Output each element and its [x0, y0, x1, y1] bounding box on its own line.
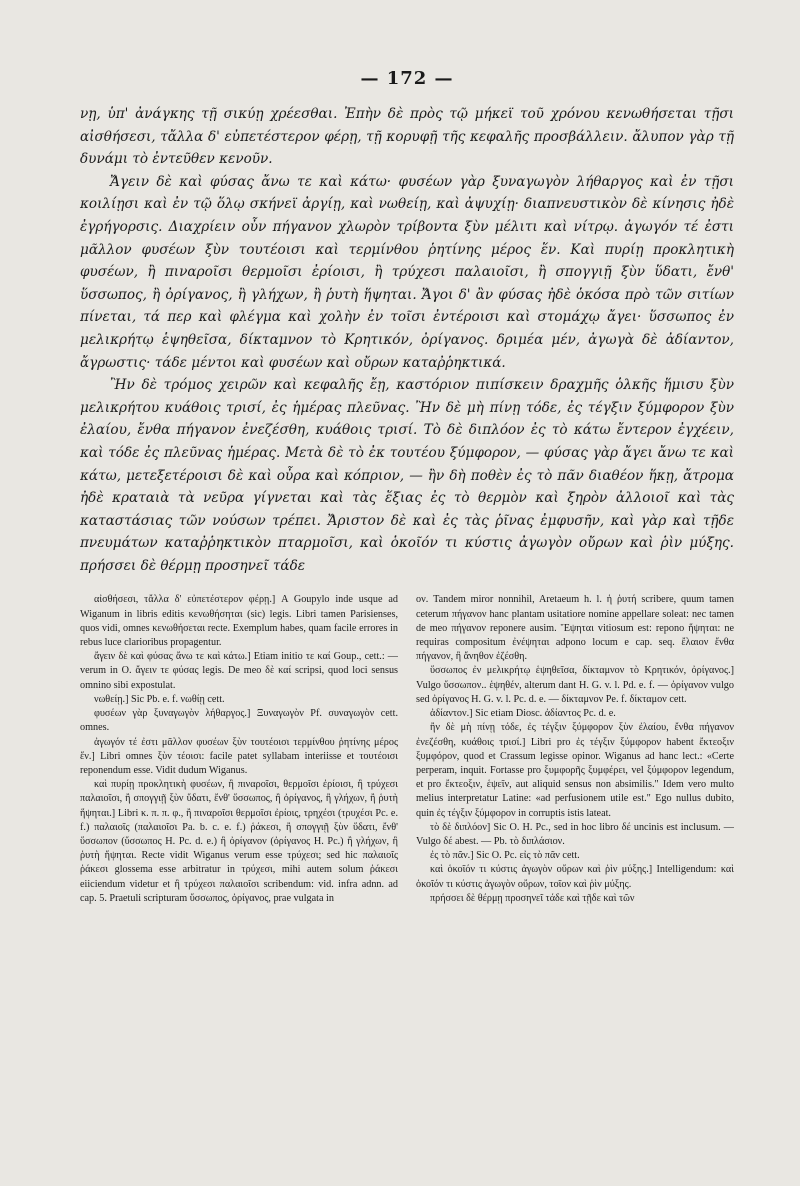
- footnote: ἄγειν δὲ καὶ φύσας ἄνω τε καὶ κάτω.] Etiam initio τε καί Goup., cett.: — verum in O. ἄγειν τε φύσας legis. De meo δὲ καί scripsi, quod loci sensus omnino sibi expostulat.: [80, 651, 398, 691]
- footnote: ἀγωγόν τέ ἐστι μᾶλλον φυσέων ξὺν τουτέοισι τερμίνθου ῥητίνης μέρος ἕν.] Libri omnes ξὺν τέοισι: facile patet syllabam interiisse et τουτέοισι reponendum esse. Vidit dudum Wiganus.: [80, 736, 398, 776]
- footnote: τὸ δὲ διπλόον] Sic O. H. Pc., sed in hoc libro δέ uncinis est inclusum. — Vulgo δέ abest. — Pb. τὸ διπλάσιον.: [416, 821, 734, 847]
- footnote: πρήσσει δὲ θέρμῃ προσηνεῖ τάδε καὶ τῇδε καὶ τῶν: [430, 892, 635, 904]
- footnote: ἐς τὸ πᾶν.] Sic O. Pc. εἰς τὸ πᾶν cett.: [430, 850, 580, 862]
- main-paragraph: νῃ, ὑπ' ἀνάγκης τῇ σικύῃ χρέεσθαι. Ἐπὴν δὲ πρὸς τῷ μήκεϊ τοῦ χρόνου κενωθήσεται τῇσι αἰσθήσεσι, τἄλλα δ' εὐπετέστερον φέρῃ, τῇ κορυφῇ τῆς κεφαλῆς προσβάλλειν. ἄλυπον γὰρ τῇ δυνάμι τὸ ἐντεῦθεν κενοῦν.: [80, 106, 734, 168]
- footnote: αἰσθήσεσι, τἄλλα δ' εὐπετέστερον φέρῃ.] A Goupylo inde usque ad Wiganum in libris editis κενωθήσηται (sic) legis. Libri tamen Parisienses, quos vidi, omnes κενωθήσεται recte. Exemplum habes, quam facile errores in rebus luce clarioribus propagentur.: [80, 594, 398, 649]
- footnote: ἀδίαντον.] Sic etiam Diosc. ἀδίαντος Pc. d. e.: [430, 708, 616, 720]
- footnotes-right-column: [416, 593, 734, 905]
- footnote: φυσέων γὰρ ξυναγωγὸν λήθαργος.] Ξυναγωγὸν Pf. συναγωγὸν cett. omnes.: [80, 708, 398, 734]
- footnotes-left-column: [80, 593, 398, 905]
- footnote: ον. Tandem miror nonnihil, Aretaeum h. l. ἡ ῥυτή scribere, quum tamen ceterum πήγανον hanc plantam usitatiore nomine appellare soleat: nec tamen de meo πήγανον reponere ausim. Ἕψηται vitiosum est: repono ἥψηται: ne requiras compositum ἐνέψηται adpono locum e cap. seq. ἔλαιον ἔνθα πήγανον, ἢ ἄνηθον ἐζέσθη.: [416, 594, 734, 663]
- footnote: ὕσσωπος ἐν μελικρήτῳ ἑψηθεῖσα, δίκταμνον τὸ Κρητικόν, ὀρίγανος.] Vulgo ὕσσωπον.. ἑψηθέν, alterum dant H. G. v. l. Pd. e. f. — ὀρίγανον vulgo sed ὀρίγανος H. G. v. l. Pc. d. e. — δίκταμνον Pe. f. δίκταμον cett.: [416, 665, 734, 705]
- footnote: ἢν δὲ μὴ πίνῃ τόδε, ἐς τέγξιν ξύμφορον ξὺν ἐλαίου, ἔνθα πήγανον ἐνεζέσθη, κυάθοις τρισί.] Libri pro ἐς τέγξιν ξύμφορον habent ἔκτεοξιν ξυμφόρον, quod et Crassum legisse opinor. Wiganus ad hanc lect.: «Certe perperam, inquit. Fortasse pro ξυμφορῆς ξυμφέρει, vel ξύμφορον legendum, et pro ἔκτεοξιν, ἑψεῖν, aut aliquid sensus non absimilis." Idem vero multo melius interpretatur Latine: «ad perfusionem utile est." Ego nullus dubito, quin ἐς τέγξιν ξύμφορον in corruptis istis lateat.: [416, 722, 734, 819]
- main-paragraph: Ἢν δὲ τρόμος χειρῶν καὶ κεφαλῆς ἔῃ, καστόριον πιπίσκειν δραχμῆς ὁλκῆς ἥμισυ ξὺν μελικρήτου κυάθοις τρισί, ἐς ἡμέρας πλεῦνας. Ἢν δὲ μὴ πίνῃ τόδε, ἐς τέγξιν ξύμφορον ξὺν ἐλαίου, ἔνθα πήγανον ἐνεζέσθη, κυάθοις τρισί. Τὸ δὲ διπλόον ἐς τὸ κάτω ἔντερον ἐγχέειν, καὶ τόδε ἐς πλεῦνας ἡμέρας. Μετὰ δὲ τὸ ἐκ τουτέου ξύμφορον, — φύσας γὰρ ἄγει ἄνω τε καὶ κάτω, μετεξετέροισι δὲ καὶ οὖρα καὶ κόπριον, — ἢν δὴ ποθὲν ἐς τὸ πᾶν διαθέον ἥκῃ, ἄτρομα ἠδὲ κραταιὰ τὰ νεῦρα γίγνεται καὶ τὰς ἕξιας ἐς τὸ θερμὸν καὶ ξηρὸν ἀλλοιοῖ καὶ τὰς καταστάσιας τῶν νούσων τρέπει. Ἄριστον δὲ καὶ ἐς τὰς ῥῖνας ἐμφυσῆν, καὶ γὰρ καὶ τῇδε πνευμάτων καταῤῥηκτικὸν πταρμοῖσι, καὶ ὁκοῖόν τι κύστις ἀγωγὸν οὔρων καὶ ῥὶν μύξης. πρήσσει δὲ θέρμῃ προσηνεῖ τάδε: [80, 377, 734, 574]
- footnote: καὶ πυρίῃ προκλητικὴ φυσέων, ἢ πιναροῖσι, θερμοῖσι ἐρίοισι, ἢ τρύχεσι παλαιοῖσι, ἢ σπογγιῇ ξὺν ὕδατι, ἔνθ' ὕσσωπος, ἢ ὀρίγανος, ἢ γλήχων, ἢ ῥυτὴ ἥψηται.] Libri κ. π. π. φ., ἢ πιναροῖσι θερμοῖσι ἐρίοις, τρηχέσι (τρυχέσι Pc. e. f.) παλαιοῖς (παλαιοῖσι Pa. b. c. e. f.) ῥάκεσι, ἢ σπογγιῇ ξὺν ὕδατι, ἔνθ' ὕσσωπον (ὕσσωπος H. Pc. d. e.) ἢ ὀρίγανον (ὀρίγανος H. Pc.) ἢ γλήχων, ἢ ῥυτὴ ἥψηται. Recte vidit Wiganus verum esse τρύχεσι; sed hic παλαιοῖς ῥάκεσι glossema esse arbitratur in τρύχεσι, mihi autem solum ῥάκεσι eiiciendum videtur et ἢ τρύχεσι παλαιοῖσι scribendum: vid. infra adnn. ad cap. 5. Praetuli scripturam ὕσσωπος, ὀρίγανος, prae vulgata in: [80, 779, 398, 904]
- footnotes: [80, 593, 734, 905]
- main-text: [80, 103, 734, 577]
- page-number: — 172 —: [360, 68, 454, 89]
- footnote: νωθείῃ.] Sic Pb. e. f. νωθίῃ cett.: [94, 693, 225, 705]
- footnote: καὶ ὁκοῖόν τι κύστις ἀγωγὸν οὔρων καὶ ῥὶν μύξης.] Intelligendum: καὶ ὁκοῖόν τι κύστις ἀγωγὸν οὔρων, τοῖον καὶ ῥὶν μύξης.: [416, 864, 734, 890]
- main-paragraph: Ἄγειν δὲ καὶ φύσας ἄνω τε καὶ κάτω· φυσέων γὰρ ξυναγωγὸν λήθαργος καὶ ἐν τῇσι κοιλίῃσι καὶ ἐν τῷ ὅλῳ σκήνεϊ ἀργίῃ, καὶ νωθείῃ, καὶ ἀψυχίῃ· διαπνευστικὸν δὲ κίνησις ἠδὲ ἐγρήγορσις. Διαχρίειν οὖν πήγανον χλωρὸν τρίβοντα ξὺν μέλιτι καὶ νίτρῳ. ἀγωγόν τέ ἐστι μᾶλλον φυσέων ξὺν τουτέοισι καὶ τερμίνθου ῥητίνης μέρος ἕν. Καὶ πυρίῃ προκλητικὴ φυσέων, ἢ πιναροῖσι θερμοῖσι ἐρίοισι, ἢ τρύχεσι παλαιοῖσι, ἢ σπογγιῇ ξὺν ὕδατι, ἔνθ' ὕσσωπος, ἢ ὀρίγανος, ἢ γλήχων, ἢ ῥυτὴ ἥψηται. Ἄγοι δ' ἂν φύσας ἠδὲ ὁκόσα πρὸ τῶν σιτίων πίνεται, τά περ καὶ φλέγμα καὶ χολὴν ἐν τοῖσι ἐντέροισι καὶ στομάχῳ ἄγει· ὕσσωπος ἐν μελικρήτῳ ἑψηθεῖσα, δίκταμνον τὸ Κρητικόν, ὀρίγανος. δριμέα μέν, ἀγωγὰ δὲ ἀδίαντον, ἄγρωστις· τάδε μέντοι καὶ φυσέων καὶ οὔρων καταῤῥηκτικά.: [80, 173, 734, 371]
